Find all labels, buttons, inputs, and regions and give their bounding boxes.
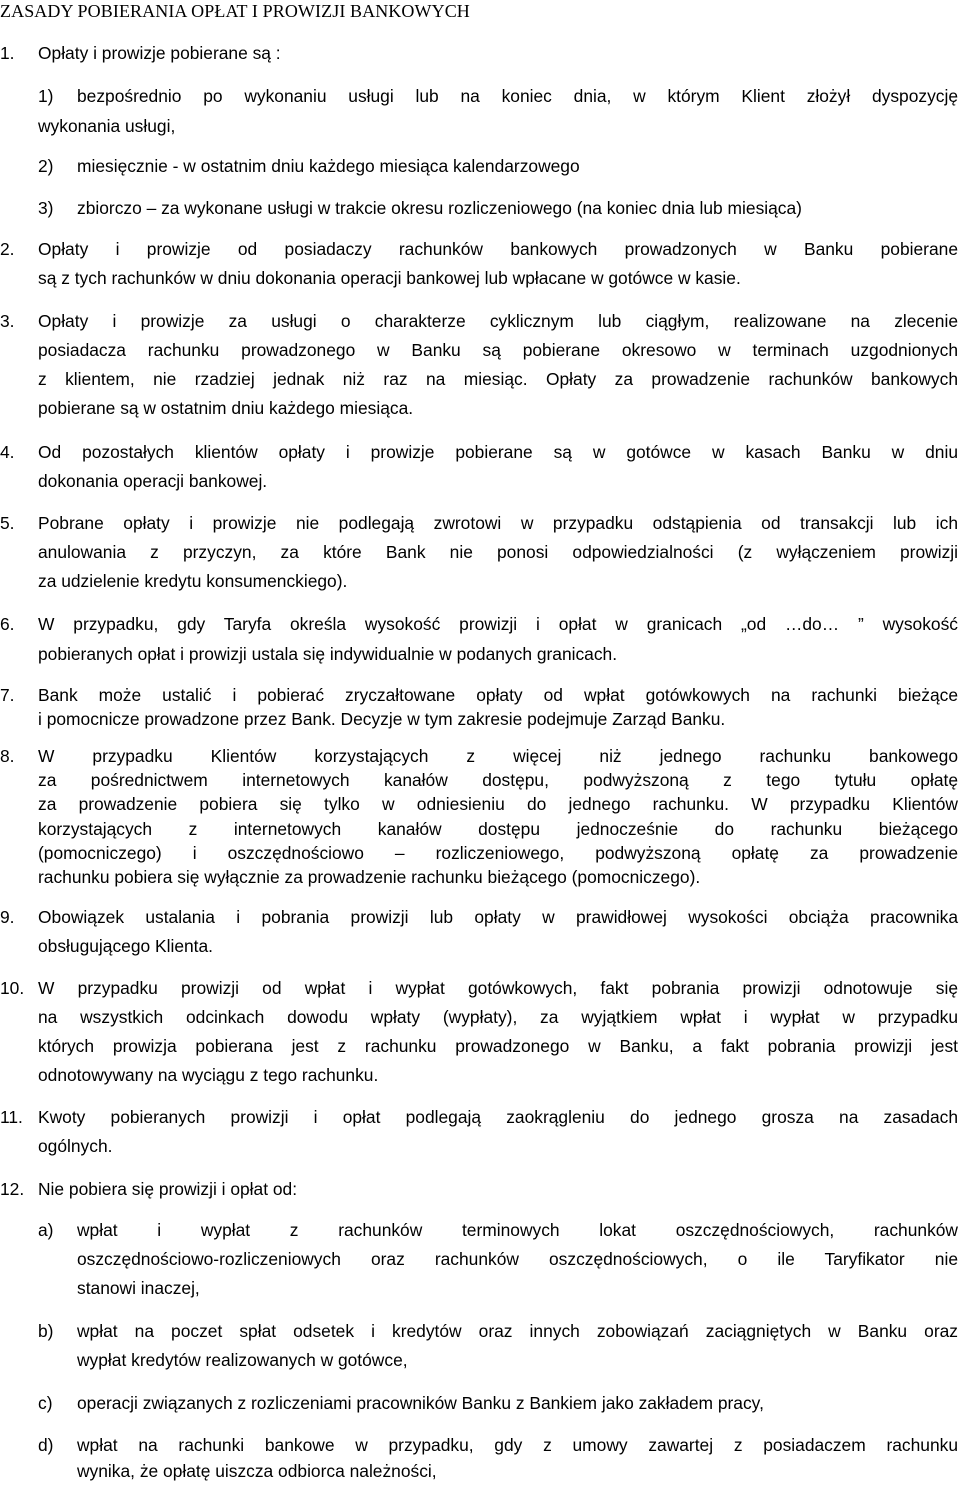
sub12-a-line-3: stanowi inaczej, — [77, 1278, 200, 1298]
item-11-line-1: Kwoty pobieranych prowizji i opłat podlegają zaokrągleniu do jednego grosza na zasadach — [38, 1107, 958, 1127]
item-8-line-5: (pomocniczego) i oszczędnościowo – rozliczeniowego, podwyższoną opłatę za prowadzenie — [38, 843, 958, 863]
sub12-b-line-2: wypłat kredytów realizowanych w gotówce, — [77, 1350, 408, 1370]
item-5-number: 5. — [0, 513, 15, 533]
item-10-line-3: których prowizja pobierana jest z rachunku prowadzonego w Banku, a fakt pobrania prowizji jest — [38, 1036, 958, 1056]
item-3-number: 3. — [0, 311, 15, 331]
sub1-3-line-1: zbiorczo – za wykonane usługi w trakcie okresu rozliczeniowego (na koniec dnia lub miesiąca) — [77, 198, 802, 218]
item-8-line-2: za pośrednictwem internetowych kanałów dostępu, podwyższoną z tego tytułu opłatę — [38, 770, 958, 790]
item-9-line-2: obsługującego Klienta. — [38, 936, 214, 956]
sub1-3-label: 3) — [38, 198, 54, 218]
item-4-number: 4. — [0, 442, 15, 462]
sub1-1-line-2: wykonania usługi, — [38, 116, 176, 136]
item-7-line-2: i pomocnicze prowadzone przez Bank. Decyzje w tym zakresie podejmuje Zarząd Banku. — [38, 709, 726, 729]
sub12-b-label: b) — [38, 1321, 54, 1341]
item-3-line-2: posiadacza rachunku prowadzonego w Banku są pobierane okresowo w terminach uzgodnionych — [38, 340, 958, 360]
item-10-line-1: W przypadku prowizji od wpłat i wypłat gotówkowych, fakt pobrania prowizji odnotowuje się — [38, 978, 958, 998]
item-5-line-3: za udzielenie kredytu konsumenckiego). — [38, 571, 348, 591]
item-2-number: 2. — [0, 239, 15, 259]
sub12-d-line-2: wynika, że opłatę uiszcza odbiorca należności, — [77, 1461, 437, 1481]
sub12-b-line-1: wpłat na poczet spłat odsetek i kredytów oraz innych zobowiązań zaciągniętych w Banku oraz — [77, 1321, 958, 1341]
item-8-line-4: korzystających z internetowych kanałów dostępu jednocześnie do rachunku bieżącego — [38, 819, 958, 839]
item-2-line-1: Opłaty i prowizje od posiadaczy rachunków bankowych prowadzonych w Banku pobierane — [38, 239, 958, 259]
sub12-a-line-1: wpłat i wypłat z rachunków terminowych lokat oszczędnościowych, rachunków — [77, 1220, 958, 1240]
item-11-line-2: ogólnych. — [38, 1136, 113, 1156]
item-10-number: 10. — [0, 978, 25, 998]
item-8-number: 8. — [0, 746, 15, 766]
item-11-number: 11. — [0, 1107, 23, 1127]
item-3-line-1: Opłaty i prowizje za usługi o charakterze cyklicznym lub ciągłym, realizowane na zlecenie — [38, 311, 958, 331]
document-title: ZASADY POBIERANIA OPŁAT I PROWIZJI BANKOWYCH — [0, 1, 470, 21]
sub12-d-line-1: wpłat na rachunki bankowe w przypadku, gdy z umowy zawartej z posiadaczem rachunku — [77, 1435, 958, 1455]
sub1-1-label: 1) — [38, 86, 54, 106]
item-10-line-4: odnotowywany na wyciągu z tego rachunku. — [38, 1065, 379, 1085]
item-12-number: 12. — [0, 1179, 25, 1199]
sub1-2-line-1: miesięcznie - w ostatnim dniu każdego miesiąca kalendarzowego — [77, 156, 580, 176]
item-6-line-1: W przypadku, gdy Taryfa określa wysokość prowizji i opłat w granicach „od …do… ” wysokość — [38, 614, 958, 634]
item-3-line-3: z klientem, nie rzadziej jednak niż raz na miesiąc. Opłaty za prowadzenie rachunków bankowych — [38, 369, 958, 389]
item-2-line-2: są z tych rachunków w dniu dokonania operacji bankowej lub wpłacane w gotówce w kasie. — [38, 268, 741, 288]
item-7-number: 7. — [0, 685, 15, 705]
item-4-line-2: dokonania operacji bankowej. — [38, 471, 268, 491]
item-7-line-1: Bank może ustalić i pobierać zryczałtowane opłaty od wpłat gotówkowych na rachunki bieżące — [38, 685, 958, 705]
sub1-2-label: 2) — [38, 156, 54, 176]
item-9-number: 9. — [0, 907, 15, 927]
item-6-number: 6. — [0, 614, 15, 634]
item-3-line-4: pobierane są w ostatnim dniu każdego miesiąca. — [38, 398, 414, 418]
item-4-line-1: Od pozostałych klientów opłaty i prowizje pobierane są w gotówce w kasach Banku w dniu — [38, 442, 958, 462]
sub12-c-line-1: operacji związanych z rozliczeniami pracowników Banku z Bankiem jako zakładem pracy, — [77, 1393, 764, 1413]
sub12-d-label: d) — [38, 1435, 54, 1455]
item-8-line-6: rachunku pobiera się wyłącznie za prowadzenie rachunku bieżącego (pomocniczego). — [38, 867, 701, 887]
sub12-a-label: a) — [38, 1220, 54, 1240]
sub1-1-line-1: bezpośrednio po wykonaniu usługi lub na koniec dnia, w którym Klient złożył dyspozycję — [77, 86, 958, 106]
sub12-c-label: c) — [38, 1393, 53, 1413]
item-5-line-2: anulowania z przyczyn, za które Bank nie ponosi odpowiedzialności (z wyłączeniem prowizji — [38, 542, 958, 562]
sub12-a-line-2: oszczędnościowo-rozliczeniowych oraz rachunków oszczędnościowych, o ile Taryfikator nie — [77, 1249, 958, 1269]
item-8-line-3: za prowadzenie pobiera się tylko w odniesieniu do jednego rachunku. W przypadku Klientów — [38, 794, 958, 814]
item-10-line-2: na wszystkich odcinkach dowodu wpłaty (wypłaty), za wyjątkiem wpłat i wypłat w przypadku — [38, 1007, 958, 1027]
item-1-number: 1. — [0, 43, 15, 63]
item-5-line-1: Pobrane opłaty i prowizje nie podlegają zwrotowi w przypadku odstąpienia od transakcji lub ich — [38, 513, 958, 533]
item-8-line-1: W przypadku Klientów korzystających z więcej niż jednego rachunku bankowego — [38, 746, 958, 766]
item-6-line-2: pobieranych opłat i prowizji ustala się indywidualnie w podanych granicach. — [38, 644, 618, 664]
item-12-line-1: Nie pobiera się prowizji i opłat od: — [38, 1179, 298, 1199]
item-9-line-1: Obowiązek ustalania i pobrania prowizji lub opłaty w prawidłowej wysokości obciąża pracownika — [38, 907, 958, 927]
item-1-line-1: Opłaty i prowizje pobierane są : — [38, 43, 281, 63]
